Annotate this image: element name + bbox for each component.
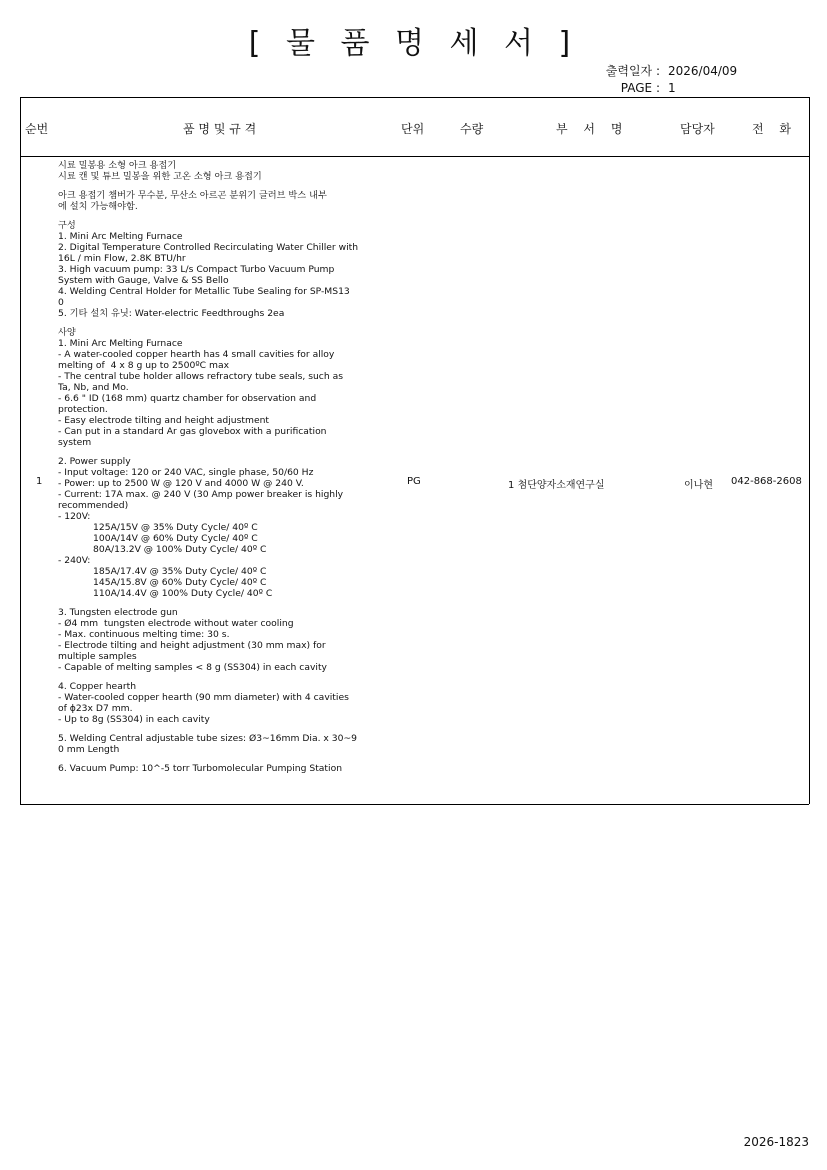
page-number xyxy=(590,81,676,95)
page-number-value: 1 xyxy=(668,81,676,95)
row-no: 1 xyxy=(36,476,43,487)
description-spec-electrode: 3. Tungsten electrode gun - Ø4 mm tungsten electrode without water cooling - Max. continuous melting time: 30 s. - Electrode tilting and height adjustment (30 mm max) for multiple samples - Capable of melting samples < 8 g (SS304) in each cavity xyxy=(58,607,327,673)
description-spec-power: 2. Power supply - Input voltage: 120 or 240 VAC, single phase, 50/60 Hz - Power: up to 2500 W @ 120 V and 4000 W @ 240 V. - Current: 17A max. @ 240 V (30 Amp power breaker is highly recommended) - 120V: 125A/15V @ 35% Duty Cycle/ 40º C 100A/14V @ 60% Duty Cycle/ 40º C 80A/13.2V @ 100% Duty Cycle/ 40º C - 240V: 185A/17.4V @ 35% Duty Cycle/ 40º C 145A/15.8V @ 60% Duty Cycle/ 40º C 110A/14.4V @ 100% Duty Cycle/ 40º C xyxy=(58,456,344,599)
row-qty: 1 xyxy=(508,480,515,491)
row-description xyxy=(58,160,398,782)
header-no: 순번 xyxy=(25,122,49,136)
table-header-divider xyxy=(20,156,809,157)
description-components: 구성 1. Mini Arc Melting Furnace 2. Digital Temperature Controlled Recirculating Water Chiller with 16L / min Flow, 2.8K BTU/hr 3. High vacuum pump: 33 L/s Compact Turbo Vacuum Pump System with Gauge, Valve & SS Bello 4. Welding Central Holder for Metallic Tube Sealing for SP-MS13 0 5. 기타 설치 유닛: Water-electric Feedthroughs 2ea xyxy=(58,220,359,319)
footer-code: 2026-1823 xyxy=(743,1135,809,1149)
row-qty-dept xyxy=(508,476,605,491)
print-date xyxy=(590,62,737,79)
table-top-border xyxy=(20,97,809,98)
header-spec: 품 명 및 규 격 xyxy=(183,122,257,136)
row-phone: 042-868-2608 xyxy=(731,476,802,487)
row-dept: 첨단양자소재연구실 xyxy=(517,480,605,491)
description-spec-furnace: 사양 1. Mini Arc Melting Furnace - A water-cooled copper hearth has 4 small cavities for alloy melting of 4 x 8 g up to 2500ºC max - The central tube holder allows refractory tube seals, such as Ta, Nb, and Mo. - 6.6 " ID (168 mm) quartz chamber for observation and protection. - Easy electrode tilting and height adjustment - Can put in a standard Ar gas glovebox with a purification system xyxy=(58,327,344,448)
description-spec-tube-sizes: 5. Welding Central adjustable tube sizes: Ø3~16mm Dia. x 30~9 0 mm Length xyxy=(58,733,358,755)
description-requirement: 아크 용접기 챔버가 무수분, 무산소 아르곤 분위기 글러브 박스 내부 에 설치 가능해야함. xyxy=(58,190,327,212)
table-left-border xyxy=(20,97,21,804)
table-bottom-border xyxy=(20,804,809,805)
description-spec-vacuum: 6. Vacuum Pump: 10^-5 torr Turbomolecular Pumping Station xyxy=(58,763,343,774)
page-title: [ 물 품 명 세 서 ] xyxy=(248,26,579,61)
header-dept: 부 서 명 xyxy=(556,122,629,136)
table-right-border xyxy=(809,97,810,804)
header-phone: 전 화 xyxy=(752,122,797,136)
row-manager: 이나현 xyxy=(684,480,713,491)
header-manager: 담당자 xyxy=(680,122,715,136)
print-date-label: 출력일자 : xyxy=(605,64,660,78)
page-number-label: PAGE : xyxy=(620,81,660,95)
description-spec-hearth: 4. Copper hearth - Water-cooled copper hearth (90 mm diameter) with 4 cavities of ϕ23x D7 mm. - Up to 8g (SS304) in each cavity xyxy=(58,681,349,725)
description-summary: 시료 밀봉용 소형 아크 용접기 시료 캔 및 튜브 밀봉을 위한 고온 소형 아크 용접기 xyxy=(58,160,262,182)
header-qty: 수량 xyxy=(460,122,484,136)
header-unit: 단위 xyxy=(401,122,425,136)
print-date-value: 2026/04/09 xyxy=(668,64,738,78)
row-unit: PG xyxy=(407,476,421,487)
